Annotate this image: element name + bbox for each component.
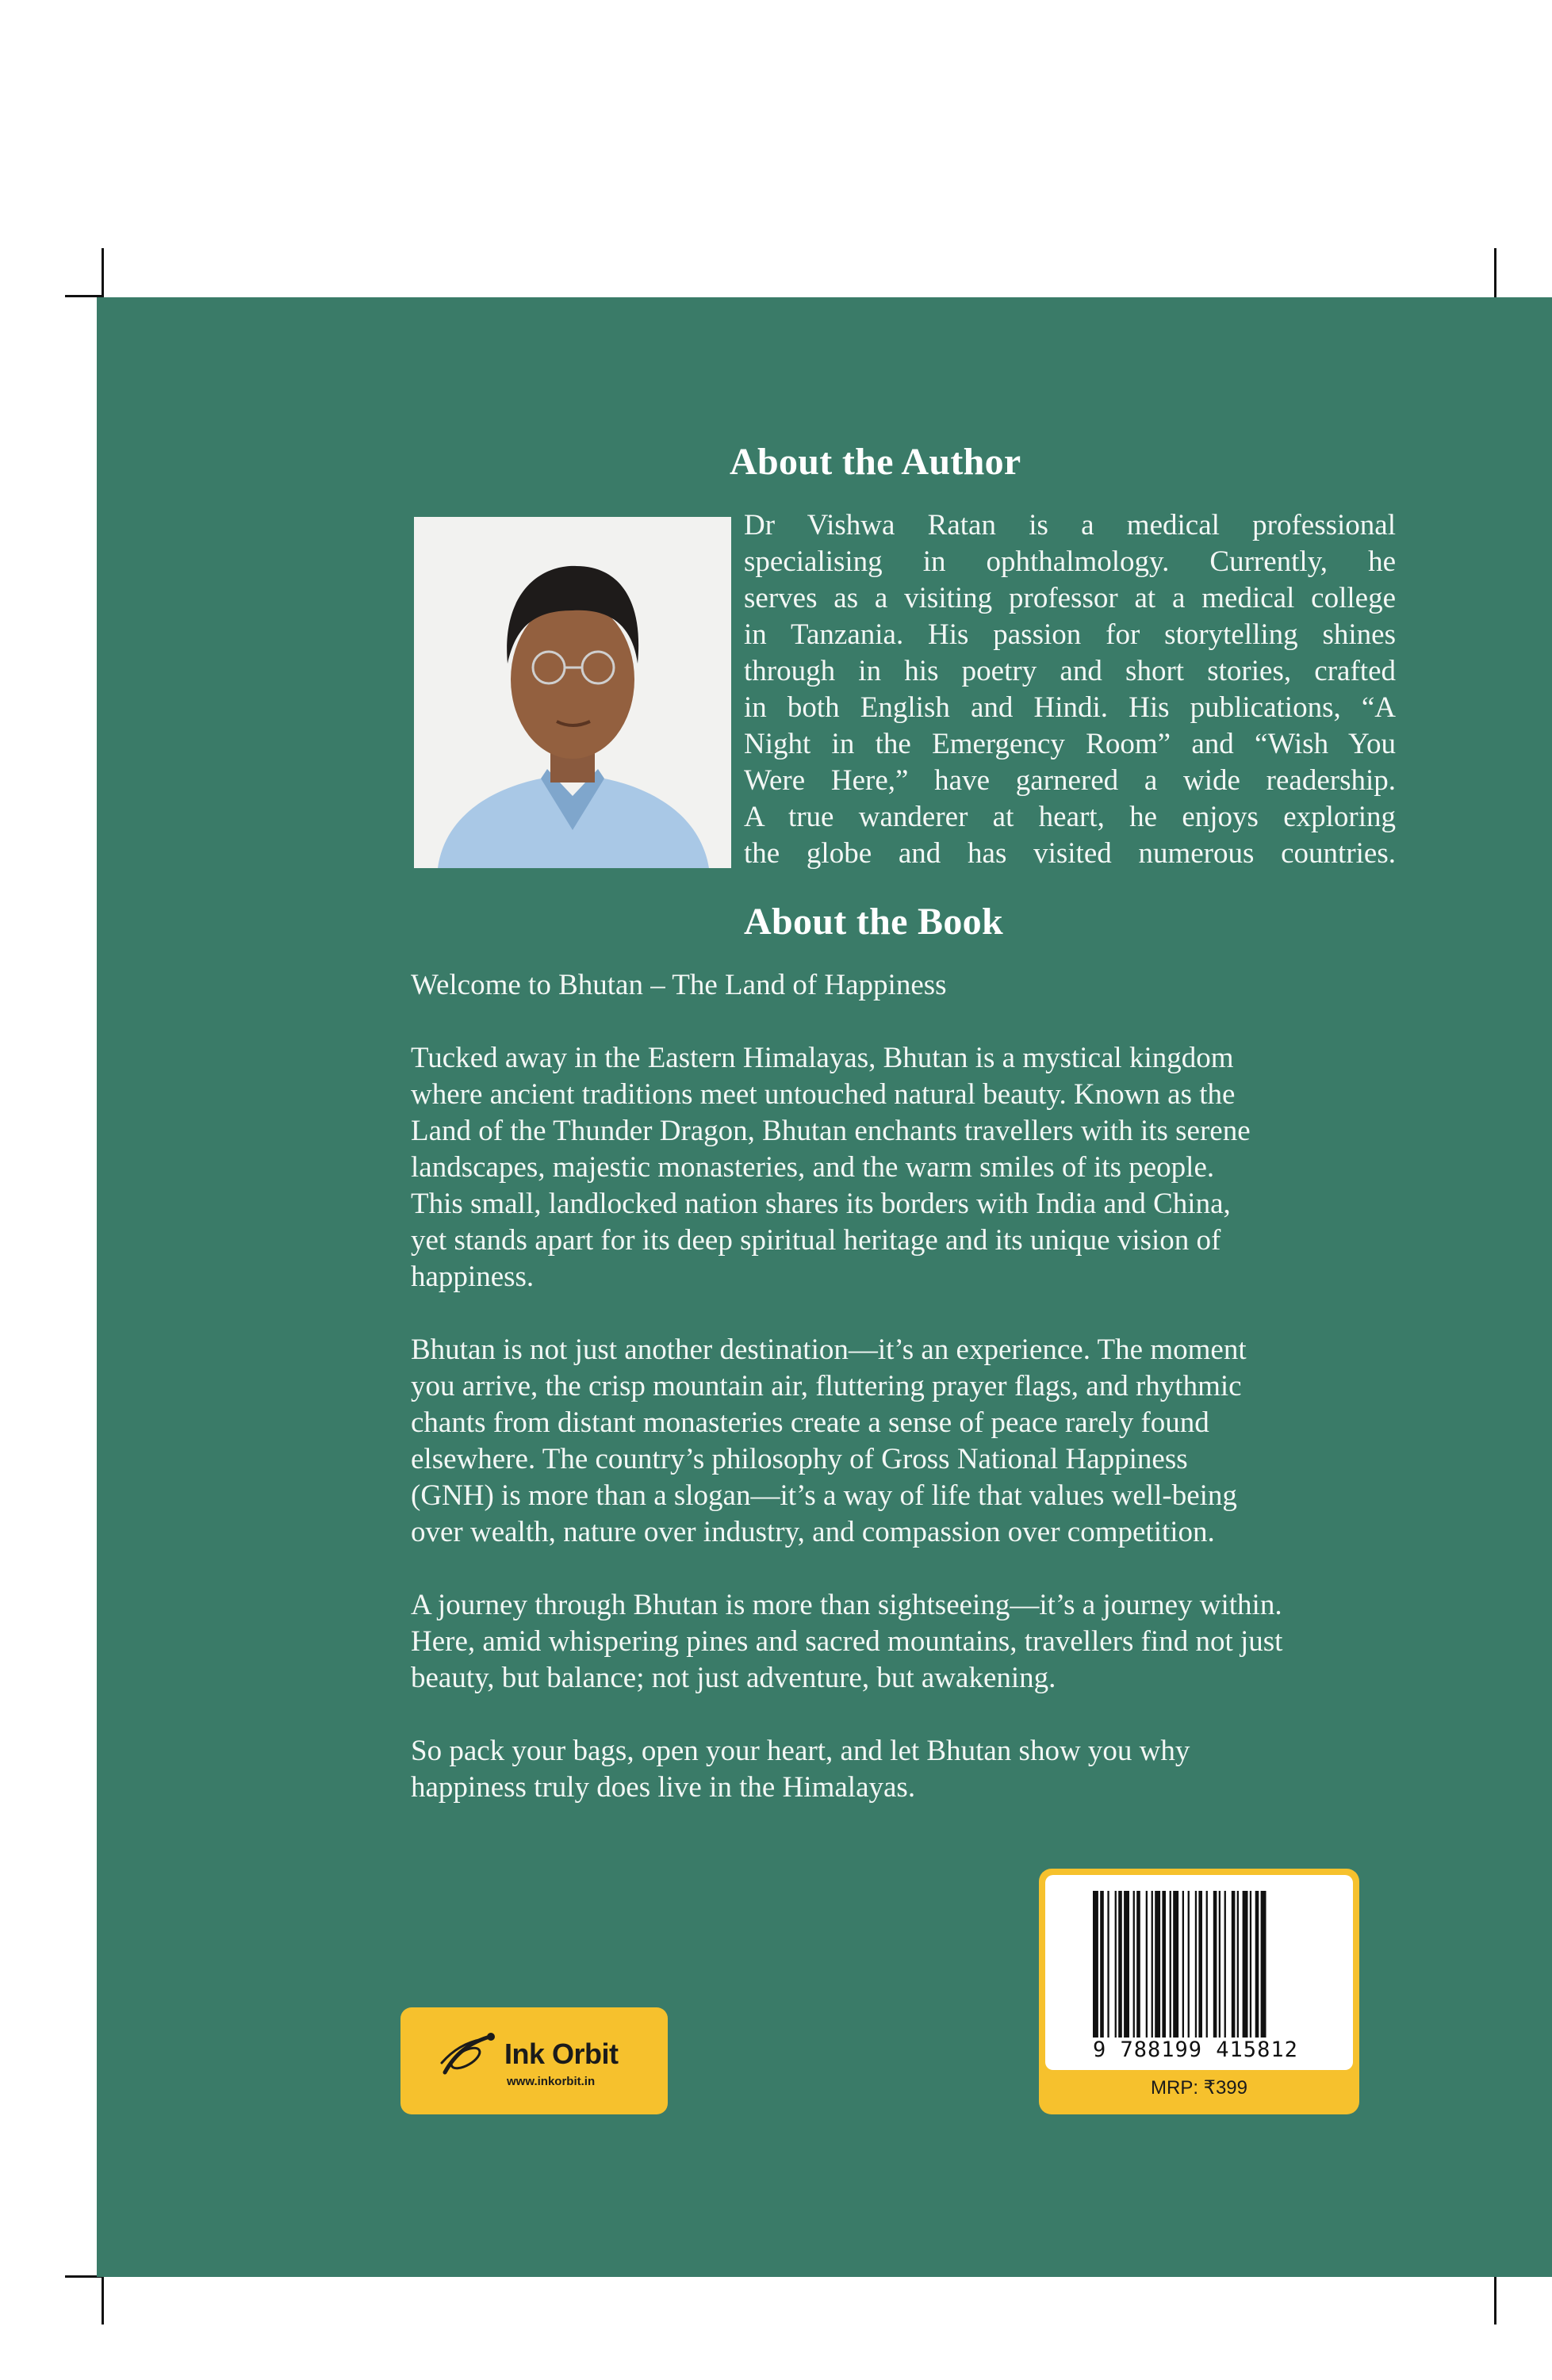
- barcode-bar: [1232, 1891, 1236, 2038]
- author-bio-line: Night in the Emergency Room” and “Wish You: [744, 728, 1396, 760]
- barcode-bar: [1118, 1891, 1122, 2038]
- crop-mark: [102, 248, 104, 297]
- author-photo: [414, 517, 731, 868]
- barcode-bar: [1133, 1891, 1135, 2038]
- author-bio-line: Dr Vishwa Ratan is a medical professional: [744, 509, 1396, 541]
- barcode-bar: [1237, 1891, 1239, 2038]
- book-paragraph: Tucked away in the Eastern Himalayas, Bhutan is a mystical kingdom where ancient traditions meet untouched natural beauty. Known as the Land of the Thunder Dragon, Bhutan enchants travellers with its serene landscapes, majestic monasteries, and the warm smiles of its people. This small, landlocked nation shares its borders with India and China, yet stands apart for its deep spiritual heritage and its unique vision of happiness.: [411, 1042, 1251, 1293]
- publisher-name: Ink Orbit: [504, 2038, 619, 2070]
- barcode-bar: [1162, 1891, 1166, 2038]
- crop-mark: [1494, 2277, 1496, 2325]
- barcode-bar: [1093, 1891, 1098, 2038]
- barcode-bars: [1093, 1891, 1315, 2038]
- barcode-bar: [1206, 1891, 1208, 2038]
- barcode-bar: [1107, 1891, 1109, 2038]
- barcode-bar: [1243, 1891, 1248, 2038]
- author-bio-line: serves as a visiting professor at a medical college: [744, 582, 1396, 614]
- comet-icon: [439, 2031, 498, 2079]
- price-label: MRP: ₹399: [1151, 2077, 1247, 2099]
- barcode-bar: [1155, 1891, 1160, 2038]
- barcode-bar: [1213, 1891, 1217, 2038]
- crop-mark: [1494, 248, 1496, 297]
- book-paragraph: A journey through Bhutan is more than sightseeing—it’s a journey within. Here, amid whispering pines and sacred mountains, travellers find not just beauty, but balance; not just adventure, but awakening.: [411, 1589, 1283, 1694]
- barcode: [1045, 1875, 1353, 2070]
- author-bio-line: in Tanzania. His passion for storytelling shines: [744, 618, 1396, 651]
- barcode-bar: [1255, 1891, 1259, 2038]
- barcode-bar: [1198, 1891, 1202, 2038]
- barcode-bar: [1261, 1891, 1267, 2038]
- author-bio-line: through in his poetry and short stories, crafted: [744, 655, 1396, 687]
- barcode-bar: [1188, 1891, 1190, 2038]
- barcode-bar: [1152, 1891, 1153, 2038]
- author-bio: [744, 507, 1396, 872]
- barcode-bar: [1219, 1891, 1221, 2038]
- barcode-bar: [1250, 1891, 1251, 2038]
- barcode-bar: [1136, 1891, 1140, 2038]
- book-paragraph: Welcome to Bhutan – The Land of Happiness: [411, 969, 947, 1001]
- book-paragraph: So pack your bags, open your heart, and let Bhutan show you why happiness truly does live in the Himalayas.: [411, 1735, 1190, 1804]
- barcode-bar: [1100, 1891, 1104, 2038]
- barcode-bar: [1195, 1891, 1197, 2038]
- barcode-bar: [1124, 1891, 1129, 2038]
- barcode-bar: [1173, 1891, 1178, 2038]
- barcode-bar: [1182, 1891, 1184, 2038]
- barcode-bar: [1115, 1891, 1117, 2038]
- publisher-logo: [400, 2007, 668, 2114]
- author-bio-line: A true wanderer at heart, he enjoys exploring: [744, 801, 1396, 833]
- barcode-bar: [1146, 1891, 1148, 2038]
- isbn-number: 9 788199 415812: [1093, 2038, 1298, 2062]
- book-paragraph: Bhutan is not just another destination—it’s an experience. The moment you arrive, the crisp mountain air, fluttering prayer flags, and rhythmic chants from distant monasteries create a sense of peace rarely found elsewhere. The country’s philosophy of Gross National Happiness (GNH) is more than a slogan—it’s a way of life that values well-being over wealth, nature over industry, and compassion over competition.: [411, 1333, 1247, 1548]
- barcode-bar: [1224, 1891, 1226, 2038]
- author-bio-line: Were Here,” have garnered a wide readership.: [744, 764, 1396, 797]
- publisher-url: www.inkorbit.in: [507, 2075, 596, 2088]
- barcode-panel: [1039, 1869, 1359, 2114]
- about-book-heading: About the Book: [744, 901, 1003, 943]
- author-bio-line: in both English and Hindi. His publications, “A: [744, 691, 1396, 724]
- author-bio-line: the globe and has visited numerous countries.: [744, 837, 1396, 870]
- crop-mark: [102, 2277, 104, 2325]
- about-author-heading: About the Author: [730, 441, 1021, 483]
- author-bio-line: specialising in ophthalmology. Currently, he: [744, 545, 1396, 578]
- barcode-bar: [1170, 1891, 1171, 2038]
- book-description: [411, 967, 1402, 1842]
